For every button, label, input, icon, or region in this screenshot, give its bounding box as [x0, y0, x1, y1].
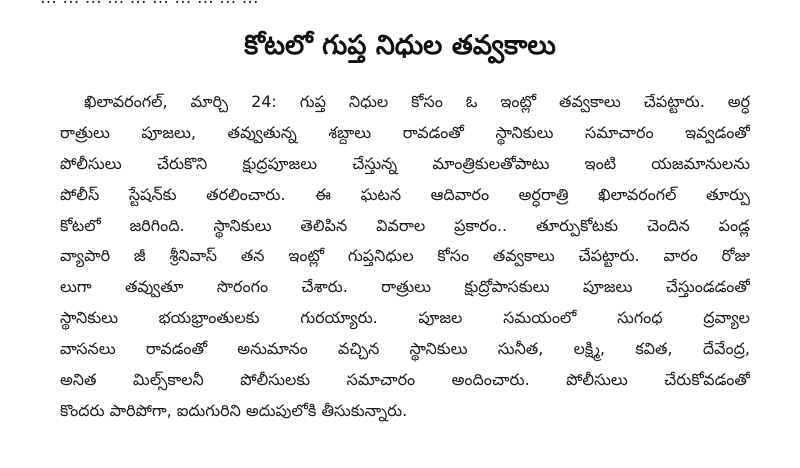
body-line: కోటలో జరిగింది. స్థానికులు తెలిపిన వివరాల ప్రకారం.. తూర్పుకోటకు చెందిన పండ్ల	[60, 215, 750, 235]
body-line: కొందరు పారిపోగా, ఐదుగురిని అదుపులోకి తీసుకున్నారు.	[60, 400, 408, 420]
body-line: స్థానికులు భయభ్రాంతులకు గురయ్యారు. పూజల సమయంలో సుగంధ ద్రవ్యాల	[60, 308, 750, 328]
previous-article-fragment	[40, 0, 760, 8]
body-line: ఖిలావరంగల్, మార్చి 24: గుప్త నిధుల కోసం ఓ ఇంట్లో తవ్వకాలు చేపట్టారు. అర్ధ	[84, 92, 750, 111]
article-body	[60, 87, 750, 427]
body-line: పోలీస్ స్టేషన్‌కు తరలించారు. ఈ ఘటన ఆదివారం అర్ధరాత్రి ఖిలావరంగల్ తూర్పు	[60, 184, 750, 204]
body-line: రాత్రులు పూజలు, తవ్వుతున్న శబ్దాలు రావడంతో స్థానికులు సమాచారం ఇవ్వడంతో	[60, 122, 750, 142]
body-line: పోలీసులు చేరుకొని క్షుద్రపూజలు చేస్తున్న మాంత్రికులతోపాటు ఇంటి యజమానులను	[60, 153, 750, 173]
article-headline: కోటలో గుప్త నిధుల తవ్వకాలు	[244, 30, 556, 61]
body-line: వ్యాపారి జీ శ్రీనివాస్ తన ఇంట్లో గుప్తనిధుల కోసం తవ్వకాలు చేపట్టారు. వారం రోజు	[60, 246, 750, 266]
body-line: అనిత మిల్స్‌కాలనీ పోలీసులకు సమాచారం అందించారు. పోలీసులు చేరుకోవడంతో	[60, 370, 750, 390]
body-line: వాసనలు రావడంతో అనుమానం వచ్చిన స్థానికులు సునీత, లక్ష్మి, కవిత, దేవేంద్ర,	[60, 339, 750, 359]
body-line: లుగా తవ్వుతూ సొరంగం చేశారు. రాత్రులు క్షుద్రోపాసకులు పూజలు చేస్తుండడంతో	[60, 277, 750, 297]
